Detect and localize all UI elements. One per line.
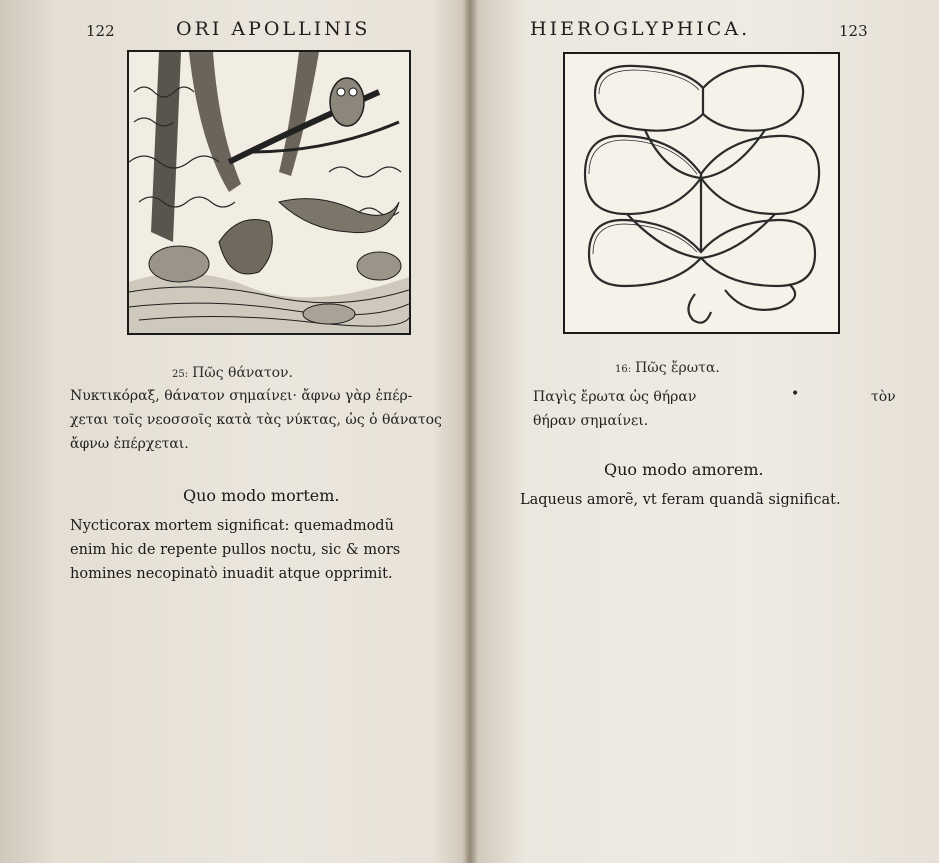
- left-latin-heading: Quo modo mortem.: [183, 486, 340, 505]
- right-running-head: HIEROGLYPHICA.: [530, 18, 751, 40]
- latin-line: enim hic de repente pullos noctu, sic & mors: [70, 542, 401, 558]
- right-greek-text: [533, 385, 696, 433]
- right-latin-text: [520, 488, 841, 512]
- greek-line: ἄφνω ἐπέρχεται.: [70, 436, 189, 452]
- latin-line: Nycticorax mortem significat: quemadmodũ: [70, 518, 394, 534]
- left-figure-number: 25:: [172, 369, 189, 380]
- right-page-number: 123: [839, 22, 868, 40]
- left-greek-text: [70, 384, 442, 456]
- right-greek-caption: Πῶς ἔρωτα.: [635, 360, 720, 376]
- latin-line: Laqueus amorẽ, vt feram quandã significat.: [520, 492, 841, 508]
- greek-line: θήραν σημαίνει.: [533, 413, 649, 429]
- right-greek-tail: τὸν: [871, 389, 896, 405]
- latin-line: homines necopinatò inuadit atque opprimit.: [70, 566, 393, 582]
- greek-line: χεται τοῖς νεοσσοῖς κατὰ τὰς νύκτας, ὡς ὁ θάνατος: [70, 412, 442, 428]
- greek-line: Παγὶς ἔρωτα ὡς θήραν: [533, 389, 697, 405]
- left-latin-text: [70, 514, 400, 586]
- bullet-mark: •: [791, 386, 800, 402]
- left-figure-caption: [172, 365, 293, 381]
- greek-line: Νυκτικόραξ, θάνατον σημαίνει· ἄφνω γὰρ ἐπέρ-: [70, 388, 413, 404]
- woodcut-owl-illustration: [127, 50, 411, 335]
- right-latin-heading: Quo modo amorem.: [604, 460, 764, 479]
- left-page: [0, 0, 468, 863]
- left-greek-caption: Πῶς θάνατον.: [192, 365, 293, 381]
- right-page: [475, 0, 939, 863]
- left-page-number: 122: [86, 22, 115, 40]
- left-running-head: ORI APOLLINIS: [176, 18, 371, 40]
- right-figure-caption: [615, 360, 720, 376]
- right-figure-number: 16:: [615, 364, 632, 375]
- woodcut-knot-illustration: [563, 52, 840, 334]
